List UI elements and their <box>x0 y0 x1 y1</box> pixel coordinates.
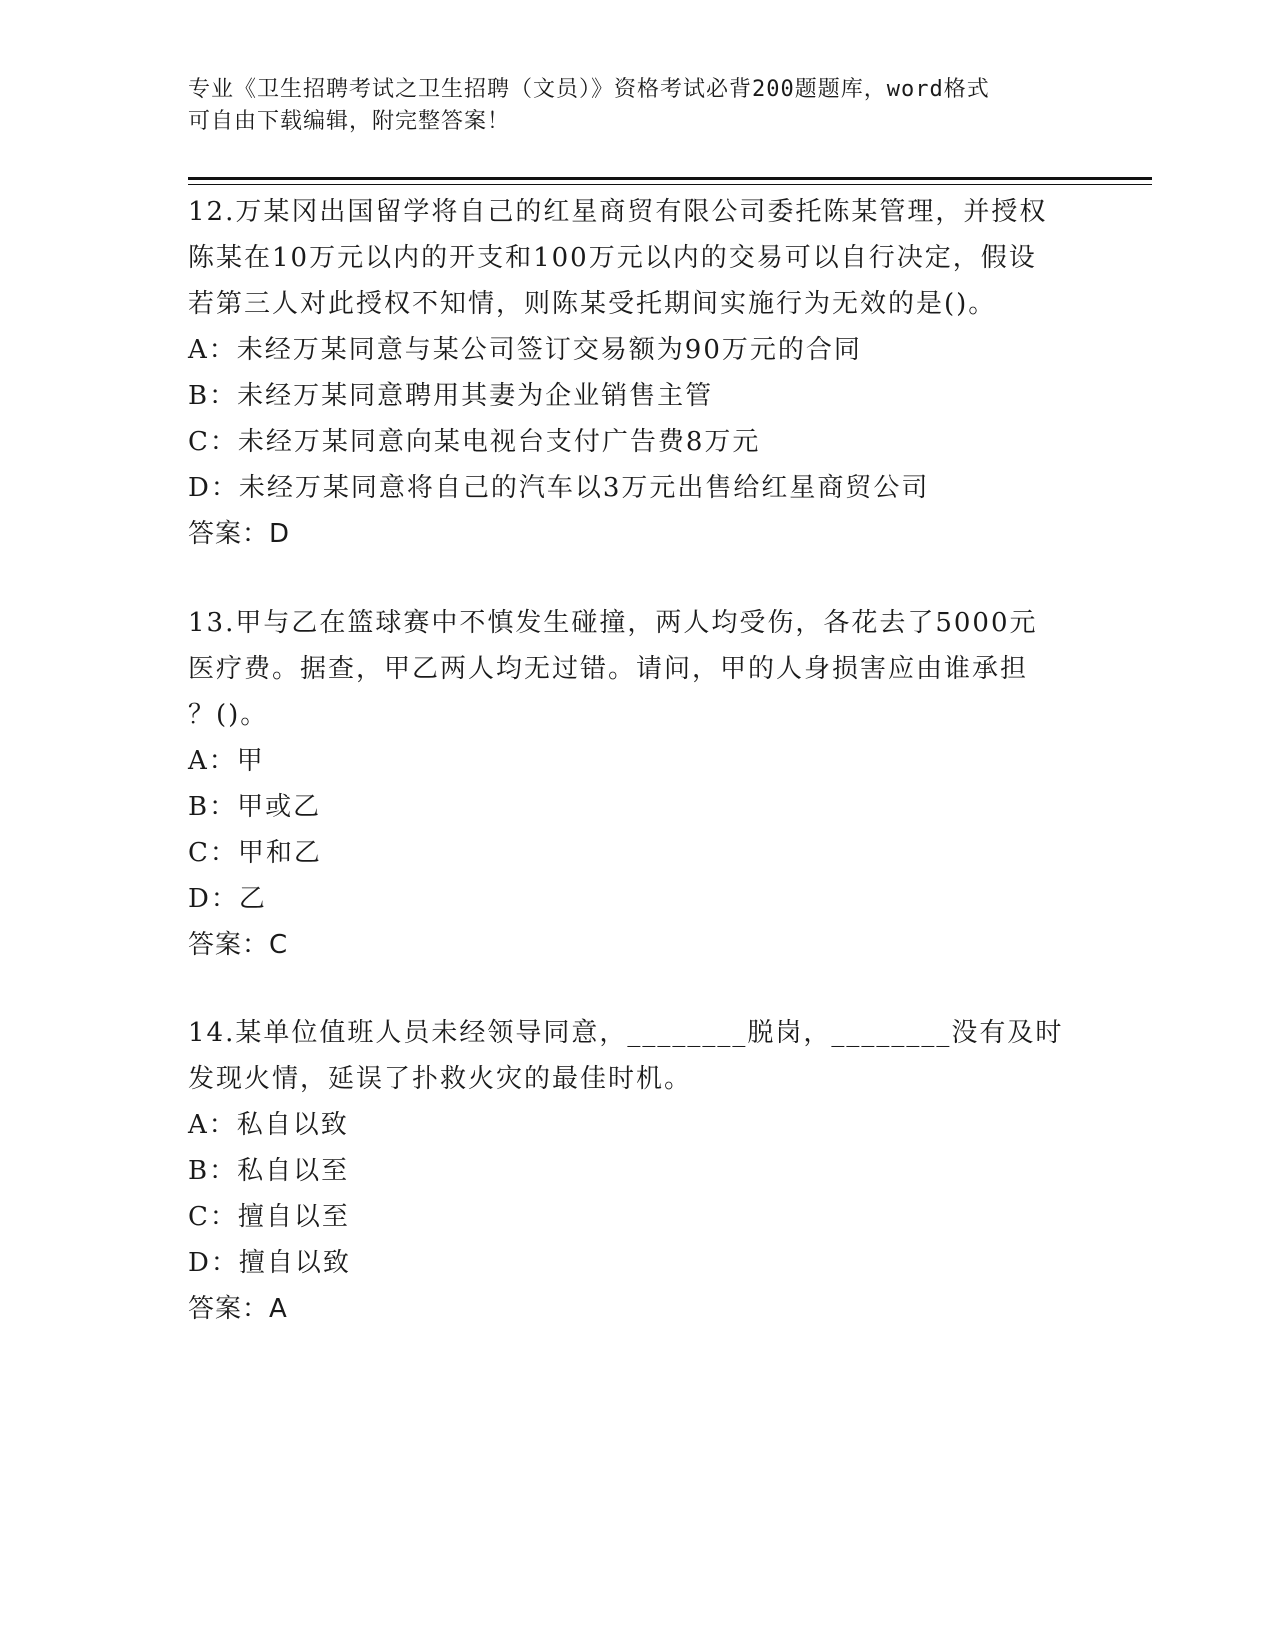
option-c: C：未经万某同意向某电视台支付广告费8万元 <box>188 427 761 457</box>
stem-line: 陈某在10万元以内的开支和100万元以内的交易可以自行决定，假设 <box>188 243 1037 273</box>
answer-line: 答案：D <box>188 519 291 549</box>
option-b: B：未经万某同意聘用其妻为企业销售主管 <box>188 381 714 411</box>
question-stem <box>188 189 1088 327</box>
option-d: D：乙 <box>188 884 267 914</box>
header-line: 专业《卫生招聘考试之卫生招聘（文员）》资格考试必背200题题库，word格式 <box>188 77 990 102</box>
option-a: A：私自以致 <box>188 1110 349 1140</box>
question-stem <box>188 1010 1088 1102</box>
stem-line: 医疗费。据查，甲乙两人均无过错。请问，甲的人身损害应由谁承担 <box>188 654 1029 684</box>
question-block <box>188 600 1088 968</box>
answer-line: 答案：A <box>188 1294 288 1324</box>
question-block <box>188 1010 1088 1332</box>
document-header <box>188 74 1088 138</box>
option-b: B：甲或乙 <box>188 792 322 822</box>
question-block <box>188 189 1088 557</box>
stem-line: 12.万某冈出国留学将自己的红星商贸有限公司委托陈某管理，并授权 <box>188 197 1048 227</box>
stem-line: 发现火情，延误了扑救火灾的最佳时机。 <box>188 1064 693 1094</box>
header-divider-thin <box>188 184 1152 185</box>
option-d: D：未经万某同意将自己的汽车以3万元出售给红星商贸公司 <box>188 473 930 503</box>
stem-line: 若第三人对此授权不知情，则陈某受托期间实施行为无效的是()。 <box>188 289 997 319</box>
option-c: C：甲和乙 <box>188 838 322 868</box>
option-c: C：擅自以至 <box>188 1202 350 1232</box>
option-b: B：私自以至 <box>188 1156 350 1186</box>
option-d: D：擅自以致 <box>188 1248 351 1278</box>
stem-line: ？()。 <box>188 700 269 730</box>
answer-line: 答案：C <box>188 930 289 960</box>
header-line: 可自由下载编辑，附完整答案！ <box>188 109 511 134</box>
stem-line: 13.甲与乙在篮球赛中不慎发生碰撞，两人均受伤，各花去了5000元 <box>188 608 1038 638</box>
header-divider-thick <box>188 177 1152 180</box>
option-a: A：未经万某同意与某公司签订交易额为90万元的合同 <box>188 335 862 365</box>
option-a: A：甲 <box>188 746 265 776</box>
stem-line: 14.某单位值班人员未经领导同意，________脱岗，________没有及时 <box>188 1018 1064 1048</box>
question-stem <box>188 600 1088 738</box>
